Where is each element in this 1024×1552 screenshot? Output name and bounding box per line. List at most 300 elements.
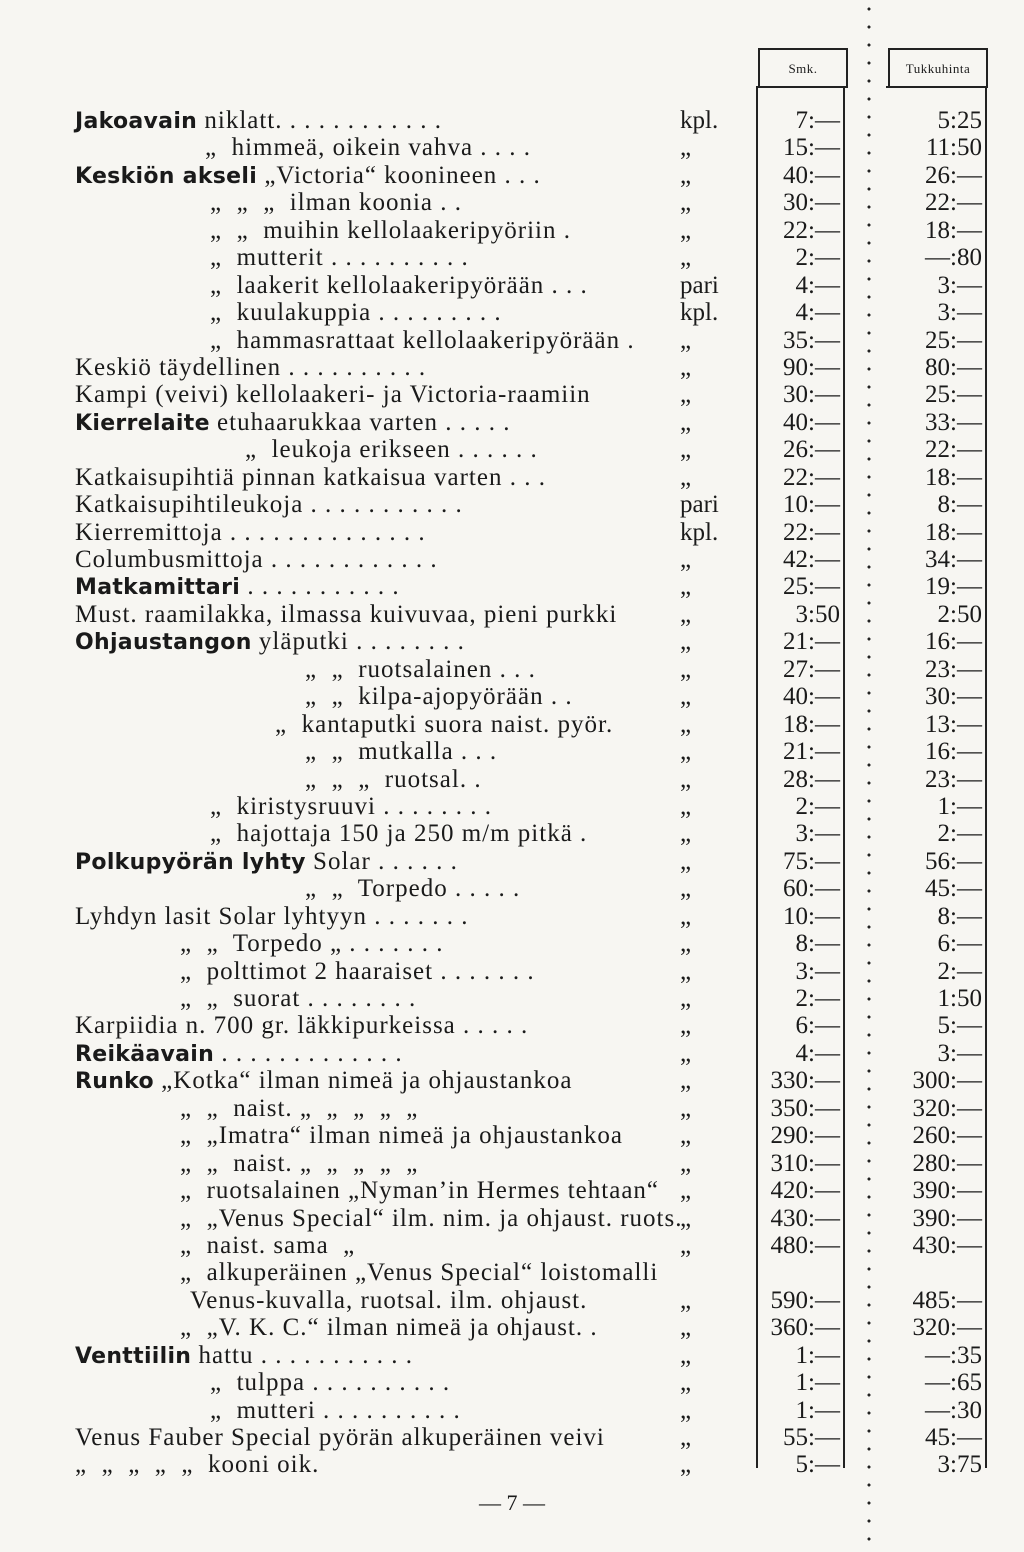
- item-text: „ „Imatra“ ilman nimeä ja ohjaustankoa: [180, 1122, 623, 1150]
- price-row: [0, 793, 1024, 820]
- item-description: [75, 1424, 605, 1452]
- wholesale-price: 8:—: [937, 902, 982, 930]
- item-text: „ polttimot 2 haaraiset . . . . . . .: [180, 957, 535, 985]
- price-row: [0, 656, 1024, 683]
- retail-price: 6:—: [795, 1012, 840, 1040]
- item-text: „ „ naist. „ „ „ „ „: [180, 1094, 419, 1122]
- item-text: „ ruotsalainen „Nyman’in Hermes tehtaan“: [180, 1177, 660, 1205]
- unit: „: [680, 1314, 692, 1342]
- item-text: Solar . . . . . .: [305, 847, 458, 875]
- wholesale-price: 23:—: [925, 655, 982, 683]
- wholesale-price: 18:—: [925, 463, 982, 491]
- item-text: „Victoria“ koonineen . . .: [257, 161, 541, 189]
- unit: „: [680, 463, 692, 491]
- retail-price: 430:—: [770, 1204, 840, 1232]
- item-description: [75, 1040, 403, 1068]
- item-description: [75, 519, 426, 547]
- retail-price: 4:—: [795, 271, 840, 299]
- item-description: [180, 1095, 418, 1123]
- unit: pari: [680, 491, 719, 519]
- wholesale-price: 30:—: [925, 683, 982, 711]
- unit: „: [680, 875, 692, 903]
- unit: „: [680, 1177, 692, 1205]
- unit: „: [680, 1122, 692, 1150]
- wholesale-price: 3:—: [937, 271, 982, 299]
- price-row: [0, 1122, 1024, 1149]
- item-description: [75, 162, 541, 190]
- wholesale-price: 22:—: [925, 189, 982, 217]
- retail-price: 4:—: [795, 299, 840, 327]
- unit: „: [680, 902, 692, 930]
- item-text: Katkaisupihtiä pinnan katkaisua varten . . .: [75, 463, 546, 491]
- item-description: [210, 1397, 461, 1425]
- item-text: „Kotka“ ilman nimeä ja ohjaustankoa: [153, 1067, 573, 1095]
- retail-price: 15:—: [783, 134, 840, 162]
- item-text: „ „V. K. C.“ ilman nimeä ja ohjaust. .: [180, 1314, 598, 1342]
- price-row: [0, 1205, 1024, 1232]
- wholesale-price: 6:—: [937, 930, 982, 958]
- retail-price: 21:—: [783, 628, 840, 656]
- item-description: [210, 299, 502, 327]
- price-row: [0, 299, 1024, 326]
- item-text: „ „ „ ilman koonia . .: [210, 189, 463, 217]
- price-row: [0, 244, 1024, 271]
- wholesale-price: 13:—: [925, 710, 982, 738]
- unit: „: [680, 161, 692, 189]
- price-row: [0, 848, 1024, 875]
- item-text: „ „Venus Special“ ilm. nim. ja ohjaust. ruots.: [180, 1204, 683, 1232]
- price-row: [0, 985, 1024, 1012]
- unit: „: [680, 1231, 692, 1259]
- item-text: Must. raamilakka, ilmassa kuivuvaa, pieni purkki: [75, 600, 618, 628]
- wholesale-price: 23:—: [925, 765, 982, 793]
- unit: „: [680, 710, 692, 738]
- unit: „: [680, 1369, 692, 1397]
- item-description: [245, 436, 538, 464]
- price-row: [0, 1040, 1024, 1067]
- unit: „: [680, 930, 692, 958]
- wholesale-price: 56:—: [925, 847, 982, 875]
- price-table: [0, 107, 1024, 1479]
- retail-price: 350:—: [770, 1094, 840, 1122]
- unit: „: [680, 765, 692, 793]
- unit: „: [680, 408, 692, 436]
- price-row: [0, 436, 1024, 463]
- price-row: [0, 930, 1024, 957]
- item-description: [210, 820, 587, 848]
- item-description: [305, 683, 573, 711]
- item-text: „ himmeä, oikein vahva . . . .: [205, 134, 532, 162]
- item-description: [305, 766, 482, 794]
- unit: „: [680, 1286, 692, 1314]
- retail-price: 330:—: [770, 1067, 840, 1095]
- item-description: [180, 1177, 659, 1205]
- unit: „: [680, 1424, 692, 1451]
- price-row: [0, 1067, 1024, 1094]
- unit: „: [680, 1012, 692, 1040]
- item-text: „ „ „ „ „ kooni oik.: [75, 1451, 320, 1479]
- price-row: [0, 1451, 1024, 1478]
- price-row: [0, 217, 1024, 244]
- item-text: . . . . . . . . . . . . .: [214, 1039, 403, 1067]
- unit: „: [680, 326, 692, 354]
- item-description: [180, 1314, 598, 1342]
- retail-price: 22:—: [783, 463, 840, 491]
- unit: „: [680, 1067, 692, 1095]
- item-description: [75, 354, 426, 382]
- retail-price: 2:—: [795, 792, 840, 820]
- unit: „: [680, 546, 692, 573]
- price-row: [0, 107, 1024, 134]
- item-description: [210, 272, 588, 300]
- wholesale-price: 1:50: [937, 985, 982, 1012]
- unit: „: [680, 738, 692, 766]
- wholesale-price: 390:—: [912, 1204, 982, 1232]
- retail-price: 40:—: [783, 408, 840, 436]
- item-description: [205, 134, 531, 162]
- item-description: [275, 711, 613, 739]
- wholesale-price: —:35: [925, 1341, 982, 1369]
- item-text: „ kuulakuppia . . . . . . . . .: [210, 299, 502, 327]
- retail-price: 1:—: [795, 1369, 840, 1397]
- item-text: Venus Fauber Special pyörän alkuperäinen veivi: [75, 1424, 605, 1451]
- item-text: etuhaarukkaa varten . . . . .: [209, 408, 511, 436]
- item-text: „ tulppa . . . . . . . . . .: [210, 1369, 451, 1397]
- retail-price: 310:—: [770, 1149, 840, 1177]
- price-row: [0, 1369, 1024, 1396]
- item-description: [180, 985, 416, 1013]
- price-row: [0, 1177, 1024, 1204]
- unit: „: [680, 1039, 692, 1067]
- retail-price: 27:—: [783, 655, 840, 683]
- retail-price: 290:—: [770, 1122, 840, 1150]
- item-description: [180, 1150, 418, 1178]
- item-description: [75, 601, 617, 629]
- retail-price: 3:—: [795, 820, 840, 848]
- wholesale-price: 260:—: [912, 1122, 982, 1150]
- item-text: Katkaisupihtileukoja . . . . . . . . . . .: [75, 491, 463, 519]
- price-row: [0, 1287, 1024, 1314]
- item-text: „ „ ruotsalainen . . .: [305, 655, 536, 683]
- item-text: „ „ „ ruotsal. .: [305, 765, 482, 793]
- retail-price: 55:—: [783, 1424, 840, 1451]
- wholesale-price: 280:—: [912, 1149, 982, 1177]
- retail-price: 60:—: [783, 875, 840, 903]
- retail-price: 4:—: [795, 1039, 840, 1067]
- item-text: „ kiristysruuvi . . . . . . . .: [210, 792, 492, 820]
- price-row: [0, 766, 1024, 793]
- item-description: [75, 1012, 528, 1040]
- item-description: [210, 244, 469, 272]
- page-number: — 7 —: [479, 1490, 545, 1515]
- retail-price: 3:50: [795, 600, 840, 628]
- price-row: [0, 134, 1024, 161]
- item-text: Karpiidia n. 700 gr. läkkipurkeissa . . . . .: [75, 1012, 529, 1040]
- price-row: [0, 1012, 1024, 1039]
- unit: „: [680, 216, 692, 244]
- item-heading: Matkamittari: [75, 575, 241, 601]
- item-description: [75, 381, 591, 409]
- wholesale-price: 1:—: [937, 792, 982, 820]
- unit: „: [680, 792, 692, 820]
- retail-price: 25:—: [783, 573, 840, 601]
- wholesale-price: 16:—: [925, 628, 982, 656]
- unit: „: [680, 573, 692, 601]
- wholesale-price: 8:—: [937, 491, 982, 519]
- item-description: [75, 464, 546, 492]
- price-row: [0, 272, 1024, 299]
- wholesale-price: 320:—: [912, 1314, 982, 1342]
- item-description: [180, 958, 535, 986]
- unit: „: [680, 189, 692, 217]
- price-row: [0, 464, 1024, 491]
- price-row: [0, 381, 1024, 408]
- item-description: [180, 1232, 355, 1260]
- item-text: „ hajottaja 150 ja 250 m/m pitkä .: [210, 820, 588, 848]
- item-text: „ alkuperäinen „Venus Special“ loistomalli: [180, 1259, 659, 1287]
- retail-price: 2:—: [795, 244, 840, 272]
- retail-price: 40:—: [783, 683, 840, 711]
- retail-price: 18:—: [783, 710, 840, 738]
- item-text: „ mutteri . . . . . . . . . .: [210, 1396, 461, 1424]
- item-description: [75, 628, 465, 656]
- retail-price: 420:—: [770, 1177, 840, 1205]
- item-text: „ leukoja erikseen . . . . . .: [245, 436, 538, 464]
- item-text: „ „ suorat . . . . . . . .: [180, 985, 417, 1012]
- item-text: „ kantaputki suora naist. pyör.: [275, 710, 614, 738]
- item-text: Kierremittoja . . . . . . . . . . . . . .: [75, 518, 426, 546]
- wholesale-price: 3:—: [937, 1039, 982, 1067]
- wholesale-price: 18:—: [925, 216, 982, 244]
- retail-price: 30:—: [783, 189, 840, 217]
- retail-price: 5:—: [795, 1451, 840, 1479]
- item-text: Kampi (veivi) kellolaakeri- ja Victoria-raamiin: [75, 381, 591, 409]
- price-row: [0, 189, 1024, 216]
- item-text: yläputki . . . . . . . .: [251, 628, 465, 656]
- unit: kpl.: [680, 107, 719, 134]
- item-text: hattu . . . . . . . . . . .: [191, 1341, 414, 1369]
- item-heading: Polkupyörän lyhty: [75, 849, 306, 875]
- header-divider: [756, 86, 846, 88]
- retail-price: 10:—: [783, 902, 840, 930]
- wholesale-price: —:80: [925, 244, 982, 272]
- wholesale-price: 45:—: [925, 875, 982, 903]
- wholesale-price: 25:—: [925, 381, 982, 409]
- item-text: „ „ Torpedo . . . . .: [305, 875, 521, 903]
- price-row: [0, 601, 1024, 628]
- price-row: [0, 1232, 1024, 1259]
- wholesale-price: 26:—: [925, 161, 982, 189]
- wholesale-price: 22:—: [925, 436, 982, 464]
- retail-price: 10:—: [783, 491, 840, 519]
- unit: „: [680, 353, 692, 381]
- wholesale-price: 18:—: [925, 518, 982, 546]
- price-row: [0, 1397, 1024, 1424]
- price-row: [0, 1424, 1024, 1451]
- item-text: „ hammasrattaat kellolaakeripyörään .: [210, 326, 635, 354]
- item-description: [180, 1205, 682, 1233]
- item-text: Columbusmittoja . . . . . . . . . . . .: [75, 546, 438, 573]
- wholesale-column-header: Tukkuhinta: [888, 48, 988, 88]
- wholesale-price: 2:—: [937, 820, 982, 848]
- retail-price: 22:—: [783, 518, 840, 546]
- price-row: [0, 1259, 1024, 1286]
- item-description: [75, 1342, 413, 1370]
- item-text: Lyhdyn lasit Solar lyhtyyn . . . . . . .: [75, 902, 469, 930]
- retail-price: 75:—: [783, 847, 840, 875]
- item-text: . . . . . . . . . . .: [240, 573, 400, 601]
- unit: kpl.: [680, 299, 719, 327]
- item-heading: Ohjaustangon: [75, 630, 252, 656]
- item-description: [210, 1369, 450, 1397]
- price-row: [0, 519, 1024, 546]
- item-text: „ mutterit . . . . . . . . . .: [210, 244, 469, 272]
- price-row: [0, 409, 1024, 436]
- item-text: Keskiö täydellinen . . . . . . . . . .: [75, 353, 427, 381]
- wholesale-price: 80:—: [925, 353, 982, 381]
- wholesale-price: 5:25: [937, 107, 982, 134]
- header-divider: [886, 86, 987, 88]
- wholesale-price: 390:—: [912, 1177, 982, 1205]
- unit: „: [680, 1451, 692, 1479]
- wholesale-price: 19:—: [925, 573, 982, 601]
- item-description: [75, 573, 400, 601]
- unit: „: [680, 244, 692, 272]
- price-row: [0, 875, 1024, 902]
- retail-price: 1:—: [795, 1341, 840, 1369]
- unit: „: [680, 381, 692, 409]
- item-description: [210, 327, 635, 355]
- item-description: [305, 738, 497, 766]
- unit: „: [680, 957, 692, 985]
- unit: „: [680, 1149, 692, 1177]
- item-description: [305, 656, 536, 684]
- item-heading: Jakoavain: [75, 109, 198, 134]
- wholesale-price: 3:75: [937, 1451, 982, 1479]
- price-row: [0, 711, 1024, 738]
- price-row: [0, 354, 1024, 381]
- item-heading: Keskiön akseli: [75, 163, 258, 189]
- item-text: „ naist. sama „: [180, 1231, 356, 1259]
- item-description: [75, 107, 442, 135]
- unit: „: [680, 1204, 692, 1232]
- item-text: „ „ Torpedo „ . . . . . . .: [180, 930, 444, 958]
- wholesale-price: 300:—: [912, 1067, 982, 1095]
- price-row: [0, 327, 1024, 354]
- item-description: [75, 1451, 319, 1479]
- retail-price: 7:—: [795, 107, 840, 134]
- item-description: [210, 189, 462, 217]
- item-description: [75, 491, 463, 519]
- item-text: Venus-kuvalla, ruotsal. ilm. ohjaust.: [190, 1286, 588, 1314]
- retail-price: 30:—: [783, 381, 840, 409]
- item-description: [180, 1122, 623, 1150]
- price-row: [0, 683, 1024, 710]
- unit: kpl.: [680, 518, 719, 546]
- price-row: [0, 1314, 1024, 1341]
- wholesale-price: 45:—: [925, 1424, 982, 1451]
- price-row: [0, 958, 1024, 985]
- retail-price: 1:—: [795, 1396, 840, 1424]
- retail-price: 22:—: [783, 216, 840, 244]
- price-row: [0, 820, 1024, 847]
- retail-price: 42:—: [783, 546, 840, 573]
- price-row: [0, 738, 1024, 765]
- item-description: [210, 217, 571, 245]
- price-row: [0, 1095, 1024, 1122]
- item-text: niklatt. . . . . . . . . . . .: [197, 107, 443, 134]
- unit: „: [680, 436, 692, 464]
- unit: „: [680, 985, 692, 1012]
- unit: pari: [680, 271, 719, 299]
- item-text: „ „ kilpa-ajopyörään . .: [305, 683, 573, 711]
- item-description: [75, 546, 438, 574]
- retail-price: 26:—: [783, 436, 840, 464]
- unit: „: [680, 628, 692, 656]
- retail-price: 40:—: [783, 161, 840, 189]
- item-text: „ „ mutkalla . . .: [305, 738, 498, 766]
- wholesale-price: 2:—: [937, 957, 982, 985]
- unit: „: [680, 683, 692, 711]
- price-row: [0, 162, 1024, 189]
- wholesale-price: 3:—: [937, 299, 982, 327]
- unit: „: [680, 1396, 692, 1424]
- price-row: [0, 491, 1024, 518]
- wholesale-price: 5:—: [937, 1012, 982, 1040]
- wholesale-price: 25:—: [925, 326, 982, 354]
- price-row: [0, 546, 1024, 573]
- unit: „: [680, 655, 692, 683]
- price-row: [0, 1150, 1024, 1177]
- item-heading: Venttiilin: [75, 1343, 192, 1369]
- item-heading: Reikäavain: [75, 1041, 215, 1067]
- item-description: [75, 1067, 572, 1095]
- item-text: „ laakerit kellolaakeripyörään . . .: [210, 271, 588, 299]
- item-text: „ „ muihin kellolaakeripyöriin .: [210, 216, 571, 244]
- retail-price: 480:—: [770, 1231, 840, 1259]
- unit: „: [680, 1341, 692, 1369]
- item-text: „ „ naist. „ „ „ „ „: [180, 1149, 419, 1177]
- retail-price: 28:—: [783, 765, 840, 793]
- retail-price: 590:—: [770, 1286, 840, 1314]
- item-description: [190, 1287, 587, 1315]
- wholesale-price: 33:—: [925, 408, 982, 436]
- price-row: [0, 903, 1024, 930]
- wholesale-price: 320:—: [912, 1094, 982, 1122]
- item-description: [180, 1259, 658, 1287]
- retail-price: 8:—: [795, 930, 840, 958]
- wholesale-price: —:30: [925, 1396, 982, 1424]
- item-description: [180, 930, 444, 958]
- wholesale-price: 16:—: [925, 738, 982, 766]
- unit: „: [680, 1094, 692, 1122]
- price-row: [0, 628, 1024, 655]
- item-description: [75, 848, 458, 876]
- unit: „: [680, 134, 692, 162]
- wholesale-price: 430:—: [912, 1231, 982, 1259]
- retail-price: 21:—: [783, 738, 840, 766]
- retail-price: 90:—: [783, 353, 840, 381]
- wholesale-price: —:65: [925, 1369, 982, 1397]
- item-heading: Kierrelaite: [75, 410, 210, 436]
- unit: „: [680, 847, 692, 875]
- wholesale-price: 34:—: [925, 546, 982, 573]
- retail-price: 3:—: [795, 957, 840, 985]
- item-description: [210, 793, 492, 821]
- wholesale-price: 11:50: [925, 134, 982, 162]
- item-description: [75, 409, 511, 437]
- wholesale-price: 2:50: [937, 600, 982, 628]
